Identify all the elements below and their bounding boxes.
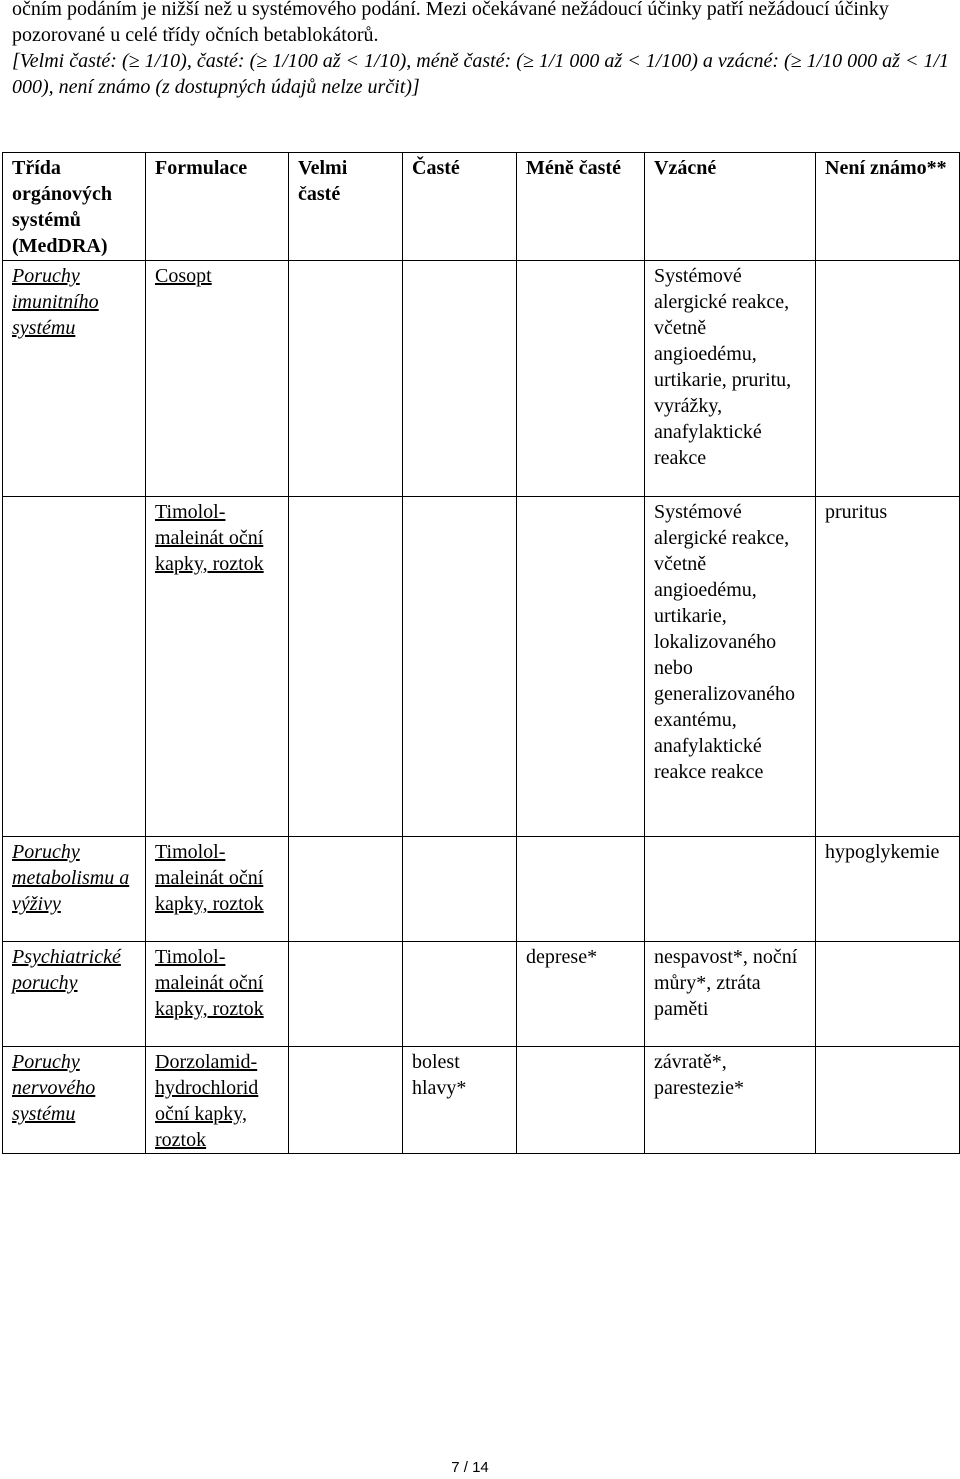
rare-cell (645, 837, 816, 942)
header-soc: Třída orgánových systémů (MedDRA) (3, 153, 146, 261)
soc-cell: Poruchy nervového systému (3, 1047, 146, 1154)
formulation-cell: Dorzolamid-hydrochlorid oční kapky, roztok (146, 1047, 289, 1154)
common-cell (403, 261, 517, 497)
formulation-cell: Timolol-maleinát oční kapky, roztok (146, 837, 289, 942)
header-unknown: Není známo** (816, 153, 960, 261)
uncommon-cell (517, 837, 645, 942)
soc-cell: Poruchy metabolismu a výživy (3, 837, 146, 942)
common-cell (403, 837, 517, 942)
soc-cell: Poruchy imunitního systému (3, 261, 146, 497)
header-formulation: Formulace (146, 153, 289, 261)
rare-cell: závratě*, parestezie* (645, 1047, 816, 1154)
very-common-cell (289, 1047, 403, 1154)
table-row (3, 1047, 960, 1154)
rare-cell: nespavost*, noční můry*, ztráta paměti (645, 942, 816, 1047)
uncommon-cell: deprese* (517, 942, 645, 1047)
unknown-cell: pruritus (816, 497, 960, 837)
unknown-cell (816, 261, 960, 497)
unknown-cell (816, 1047, 960, 1154)
header-very-common: Velmi časté (289, 153, 403, 261)
rare-cell: Systémové alergické reakce, včetně angioedému, urtikarie, lokalizovaného nebo generalizovaného exantému, anafylaktické reakce reakce (645, 497, 816, 837)
header-uncommon: Méně časté (517, 153, 645, 261)
table-row (3, 497, 960, 837)
table-row (3, 942, 960, 1047)
header-common: Časté (403, 153, 517, 261)
common-cell (403, 942, 517, 1047)
table-header-row (3, 153, 960, 261)
very-common-cell (289, 942, 403, 1047)
very-common-cell (289, 261, 403, 497)
soc-cell (3, 497, 146, 837)
uncommon-cell (517, 497, 645, 837)
common-cell: bolest hlavy* (403, 1047, 517, 1154)
common-cell (403, 497, 517, 837)
intro-text (12, 0, 952, 100)
table-row (3, 261, 960, 497)
formulation-cell: Timolol-maleinát oční kapky, roztok (146, 942, 289, 1047)
page-number: 7 / 14 (451, 1459, 489, 1476)
formulation-cell: Timolol-maleinát oční kapky, roztok (146, 497, 289, 837)
intro-paragraph: očním podáním je nižší než u systémového podání. Mezi očekávané nežádoucí účinky patří nežádoucí účinky pozorované u celé třídy očních betablokátorů. (12, 0, 889, 46)
uncommon-cell (517, 261, 645, 497)
very-common-cell (289, 497, 403, 837)
uncommon-cell (517, 1047, 645, 1154)
rare-cell: Systémové alergické reakce, včetně angioedému, urtikarie, pruritu, vyrážky, anafylaktické reakce (645, 261, 816, 497)
adverse-effects-table (2, 152, 960, 1154)
unknown-cell: hypoglykemie (816, 837, 960, 942)
soc-cell: Psychiatrické poruchy (3, 942, 146, 1047)
table-row (3, 837, 960, 942)
very-common-cell (289, 837, 403, 942)
header-rare: Vzácné (645, 153, 816, 261)
unknown-cell (816, 942, 960, 1047)
formulation-cell: Cosopt (146, 261, 289, 497)
frequency-note: [Velmi časté: (≥ 1/10), časté: (≥ 1/100 až < 1/10), méně časté: (≥ 1/1 000 až < 1/100) a vzácné: (≥ 1/10 000 až < 1/1 000), není známo (z dostupných údajů nelze určit)] (12, 50, 950, 98)
